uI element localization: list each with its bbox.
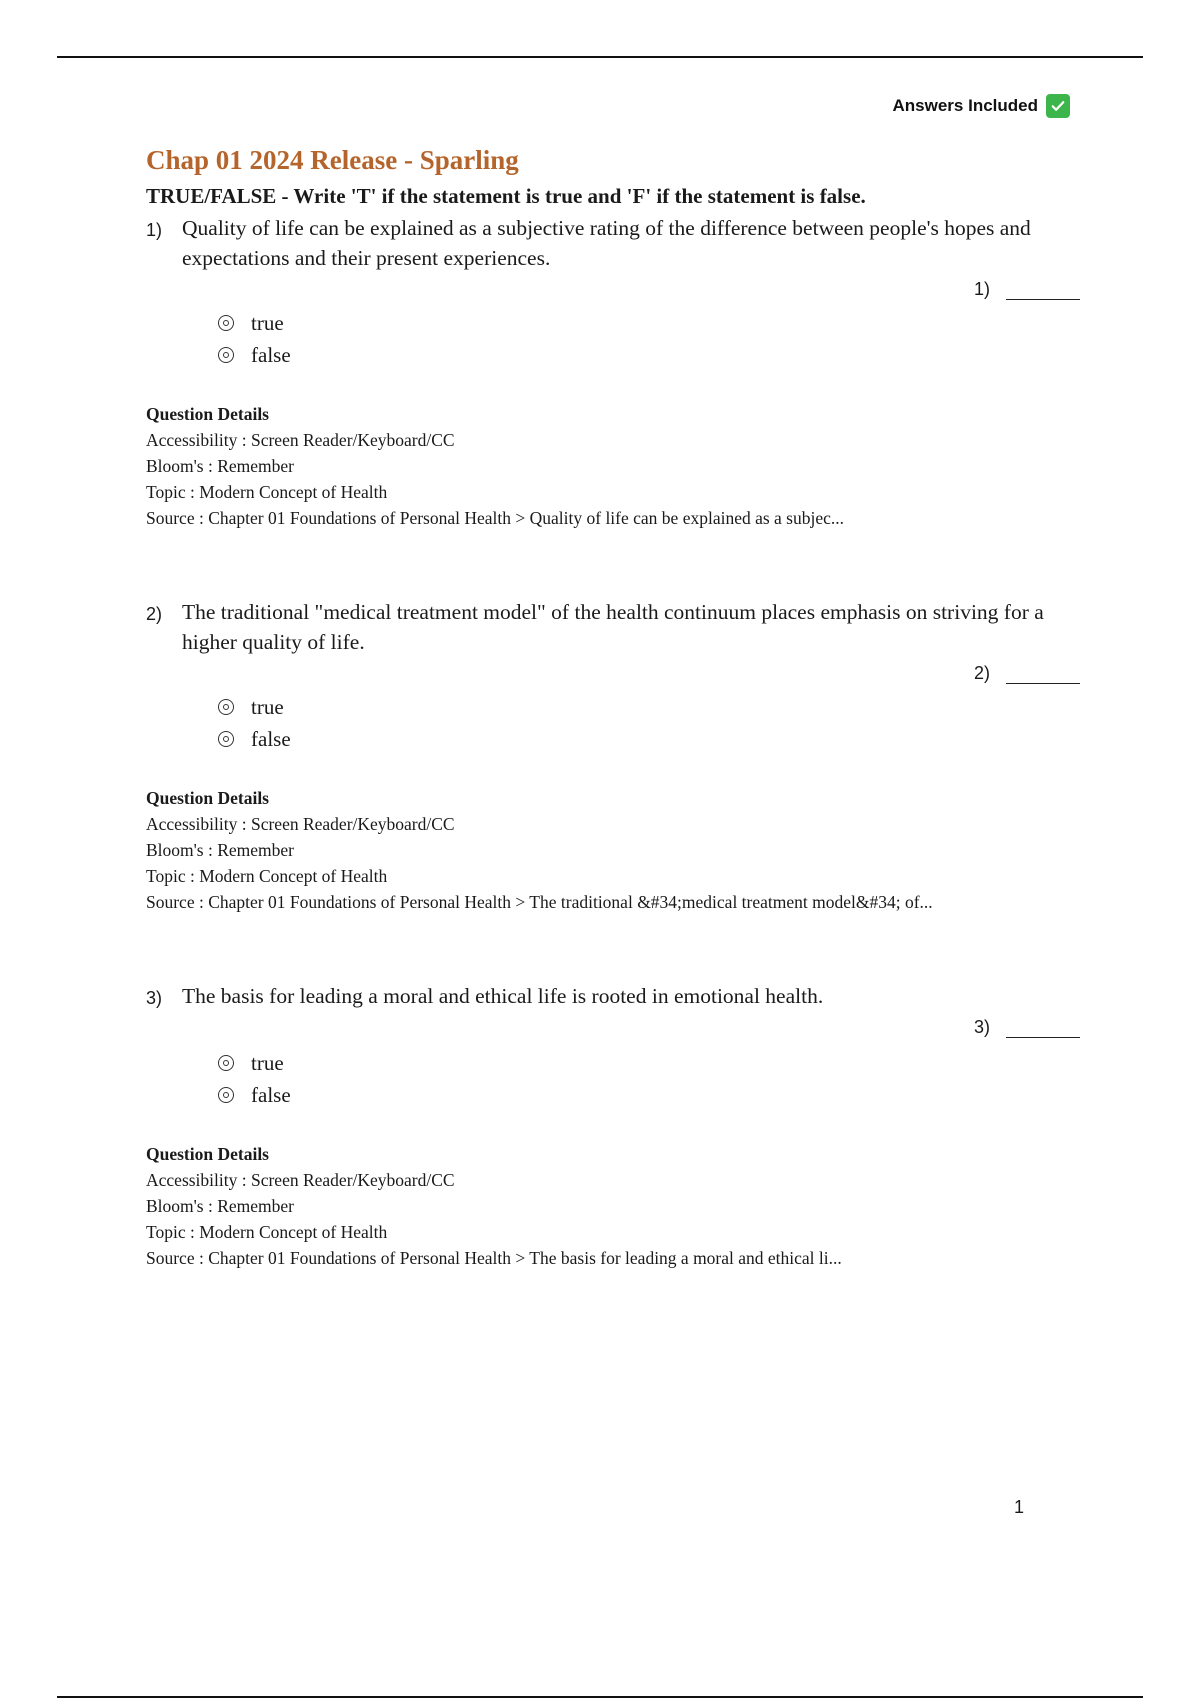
option-true[interactable] [218, 691, 1066, 723]
instructions: TRUE/FALSE - Write 'T' if the statement is true and 'F' if the statement is false. [146, 184, 866, 208]
detail-source: Source : Chapter 01 Foundations of Personal Health > The basis for leading a moral and ethical li... [146, 1248, 842, 1268]
question-2 [146, 597, 1066, 915]
option-true[interactable] [218, 307, 1066, 339]
options-list [218, 1047, 1066, 1111]
question-1 [146, 213, 1066, 531]
radio-button-icon[interactable] [218, 1087, 234, 1103]
answer-label: 2) [973, 663, 990, 683]
radio-button-icon[interactable] [218, 731, 234, 747]
detail-accessibility: Accessibility : Screen Reader/Keyboard/CC [146, 430, 455, 450]
answer-blank[interactable] [974, 663, 1080, 684]
option-false[interactable] [218, 723, 1066, 755]
question-details [146, 1141, 1066, 1271]
detail-topic: Topic : Modern Concept of Health [146, 1222, 388, 1242]
detail-accessibility: Accessibility : Screen Reader/Keyboard/CC [146, 1170, 455, 1190]
radio-button-icon[interactable] [218, 699, 234, 715]
detail-accessibility: Accessibility : Screen Reader/Keyboard/CC [146, 814, 455, 834]
detail-source: Source : Chapter 01 Foundations of Personal Health > The traditional &#34;medical treatment model&#34; of... [146, 892, 933, 912]
radio-button-icon[interactable] [218, 347, 234, 363]
question-number: 3) [146, 988, 163, 1008]
answers-included-label: Answers Included [892, 96, 1038, 115]
question-number: 1) [146, 220, 163, 240]
detail-topic: Topic : Modern Concept of Health [146, 866, 388, 886]
question-number: 2) [146, 604, 163, 624]
option-false[interactable] [218, 1079, 1066, 1111]
question-text: The basis for leading a moral and ethical life is rooted in emotional health. [182, 984, 824, 1008]
question-3 [146, 981, 1066, 1271]
option-true[interactable] [218, 1047, 1066, 1079]
radio-button-icon[interactable] [218, 1055, 234, 1071]
answer-label: 1) [973, 279, 990, 299]
check-mark-icon [1046, 94, 1070, 118]
detail-topic: Topic : Modern Concept of Health [146, 482, 388, 502]
answer-blank[interactable] [974, 1017, 1080, 1038]
options-list [218, 307, 1066, 371]
detail-blooms: Bloom's : Remember [146, 840, 294, 860]
option-label: false [251, 1082, 291, 1107]
page-number: 1 [1014, 1497, 1025, 1517]
bottom-rule [57, 1696, 1143, 1698]
document-title: Chap 01 2024 Release - Sparling [146, 145, 519, 175]
question-details [146, 401, 1066, 531]
detail-blooms: Bloom's : Remember [146, 1196, 294, 1216]
question-text: The traditional "medical treatment model" of the health continuum places emphasis on striving for a higher quality of life. [182, 600, 1044, 654]
answers-included-badge [893, 94, 1070, 118]
option-label: true [251, 310, 284, 335]
top-rule [57, 56, 1143, 58]
answer-label: 3) [973, 1017, 990, 1037]
detail-source: Source : Chapter 01 Foundations of Personal Health > Quality of life can be explained as a subjec... [146, 508, 845, 528]
details-heading: Question Details [146, 404, 269, 424]
details-heading: Question Details [146, 788, 269, 808]
question-text: Quality of life can be explained as a subjective rating of the difference between people's hopes and expectations and their present experiences. [182, 216, 1031, 270]
option-label: true [251, 1050, 284, 1075]
question-details [146, 785, 1066, 915]
answer-line[interactable] [1006, 665, 1080, 684]
answer-blank[interactable] [974, 279, 1080, 300]
option-label: false [251, 342, 291, 367]
answer-line[interactable] [1006, 281, 1080, 300]
radio-button-icon[interactable] [218, 315, 234, 331]
option-false[interactable] [218, 339, 1066, 371]
answer-line[interactable] [1006, 1019, 1080, 1038]
detail-blooms: Bloom's : Remember [146, 456, 294, 476]
options-list [218, 691, 1066, 755]
option-label: false [251, 726, 291, 751]
details-heading: Question Details [146, 1144, 269, 1164]
document-content [146, 145, 1066, 1271]
option-label: true [251, 694, 284, 719]
